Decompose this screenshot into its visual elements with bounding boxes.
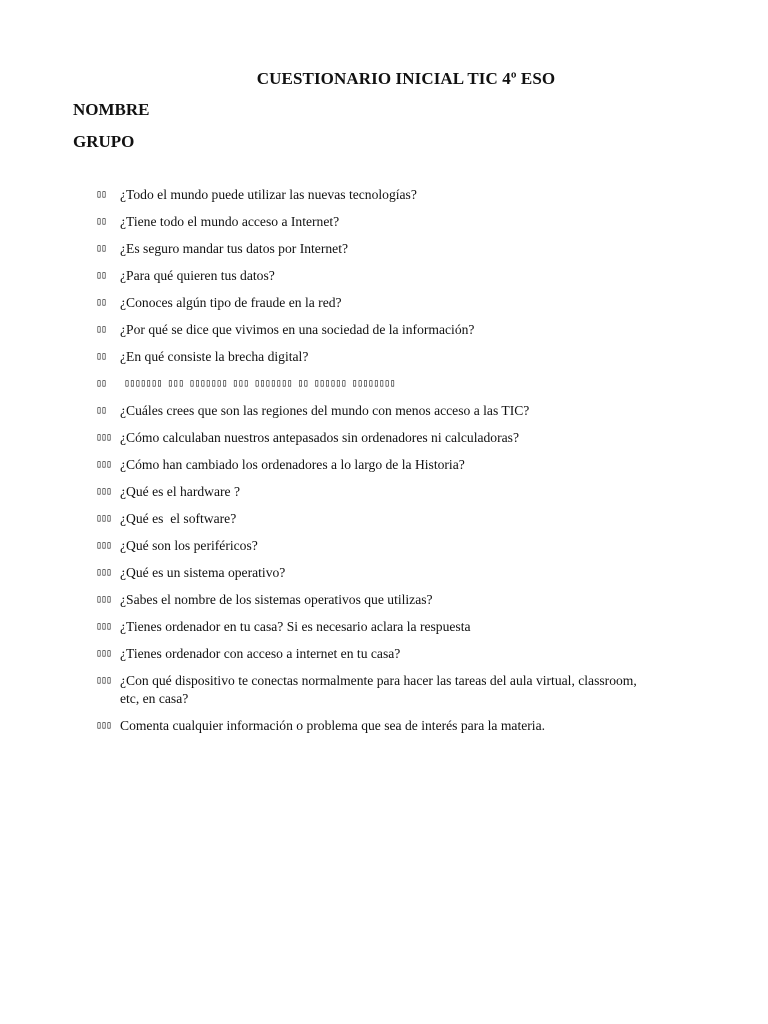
- list-marker: ▯▯: [96, 378, 107, 389]
- list-marker: ▯▯: [96, 405, 107, 416]
- list-marker: ▯▯▯: [96, 567, 112, 578]
- question-text: ¿Cómo calculaban nuestros antepasados sin ordenadores ni calculadoras?: [120, 430, 519, 445]
- list-marker: ▯▯▯: [96, 432, 112, 443]
- list-marker: ▯▯▯: [96, 594, 112, 605]
- list-marker: ▯▯: [96, 351, 107, 362]
- question-item: [0, 213, 768, 240]
- question-text: ¿En qué consiste la brecha digital?: [120, 349, 309, 364]
- question-item: [0, 375, 768, 402]
- list-marker: ▯▯▯: [96, 513, 112, 524]
- question-list: [0, 186, 768, 744]
- question-item: [0, 483, 768, 510]
- question-text: ¿Cómo han cambiado los ordenadores a lo largo de la Historia?: [120, 457, 465, 472]
- list-marker: ▯▯▯: [96, 675, 112, 686]
- question-text: ¿Tiene todo el mundo acceso a Internet?: [120, 214, 340, 229]
- list-marker: ▯▯: [96, 324, 107, 335]
- list-marker: ▯▯: [96, 216, 107, 227]
- list-marker: ▯▯▯: [96, 459, 112, 470]
- list-marker: ▯▯▯: [96, 540, 112, 551]
- list-marker: ▯▯: [96, 189, 107, 200]
- question-text: ¿Por qué se dice que vivimos en una sociedad de la información?: [120, 322, 475, 337]
- list-marker: ▯▯▯: [96, 486, 112, 497]
- question-item: [0, 429, 768, 456]
- question-item: [0, 645, 768, 672]
- list-marker: ▯▯: [96, 270, 107, 281]
- question-text: ¿Qué son los periféricos?: [120, 538, 258, 553]
- question-item: [0, 456, 768, 483]
- question-item: [0, 267, 768, 294]
- question-item: [0, 186, 768, 213]
- question-text: ¿Tienes ordenador en tu casa? Si es necesario aclara la respuesta: [120, 619, 471, 634]
- group-field-label: GRUPO: [73, 132, 135, 151]
- question-text: ¿Sabes el nombre de los sistemas operativos que utilizas?: [120, 592, 433, 607]
- question-item: [0, 510, 768, 537]
- question-text: ¿Con qué dispositivo te conectas normalmente para hacer las tareas del aula virtual, classroom, etc, en casa?: [120, 673, 637, 706]
- list-marker: ▯▯▯: [96, 648, 112, 659]
- question-text-missing-glyphs: ▯▯▯▯▯▯▯ ▯▯▯ ▯▯▯▯▯▯▯ ▯▯▯ ▯▯▯▯▯▯▯ ▯▯ ▯▯▯▯▯▯ ▯▯▯▯▯▯▯▯: [124, 378, 396, 389]
- list-marker: ▯▯▯: [96, 621, 112, 632]
- question-text: ¿Tienes ordenador con acceso a internet en tu casa?: [120, 646, 401, 661]
- question-item: [0, 537, 768, 564]
- question-item: [0, 717, 768, 744]
- question-text: ¿Qué es un sistema operativo?: [120, 565, 286, 580]
- list-marker: ▯▯▯: [96, 720, 112, 731]
- question-item: [0, 402, 768, 429]
- question-item: [0, 240, 768, 267]
- question-text: ¿Qué es el hardware ?: [120, 484, 241, 499]
- list-marker: ▯▯: [96, 243, 107, 254]
- question-item: [0, 591, 768, 618]
- question-item: [0, 618, 768, 645]
- list-marker: ▯▯: [96, 297, 107, 308]
- question-text: ¿Todo el mundo puede utilizar las nuevas tecnologías?: [120, 187, 417, 202]
- question-text: ¿Es seguro mandar tus datos por Internet?: [120, 241, 349, 256]
- document-title: CUESTIONARIO INICIAL TIC 4º ESO: [256, 69, 556, 88]
- name-field-label: NOMBRE: [73, 100, 150, 119]
- question-text: ¿Para qué quieren tus datos?: [120, 268, 275, 283]
- question-text: ¿Qué es el software?: [120, 511, 237, 526]
- question-item: [0, 321, 768, 348]
- question-text: Comenta cualquier información o problema que sea de interés para la materia.: [120, 718, 546, 733]
- question-item: [0, 294, 768, 321]
- question-item: [0, 564, 768, 591]
- question-text: ¿Cuáles crees que son las regiones del mundo con menos acceso a las TIC?: [120, 403, 530, 418]
- question-item: [0, 348, 768, 375]
- question-text: ¿Conoces algún tipo de fraude en la red?: [120, 295, 342, 310]
- question-item: [0, 672, 768, 717]
